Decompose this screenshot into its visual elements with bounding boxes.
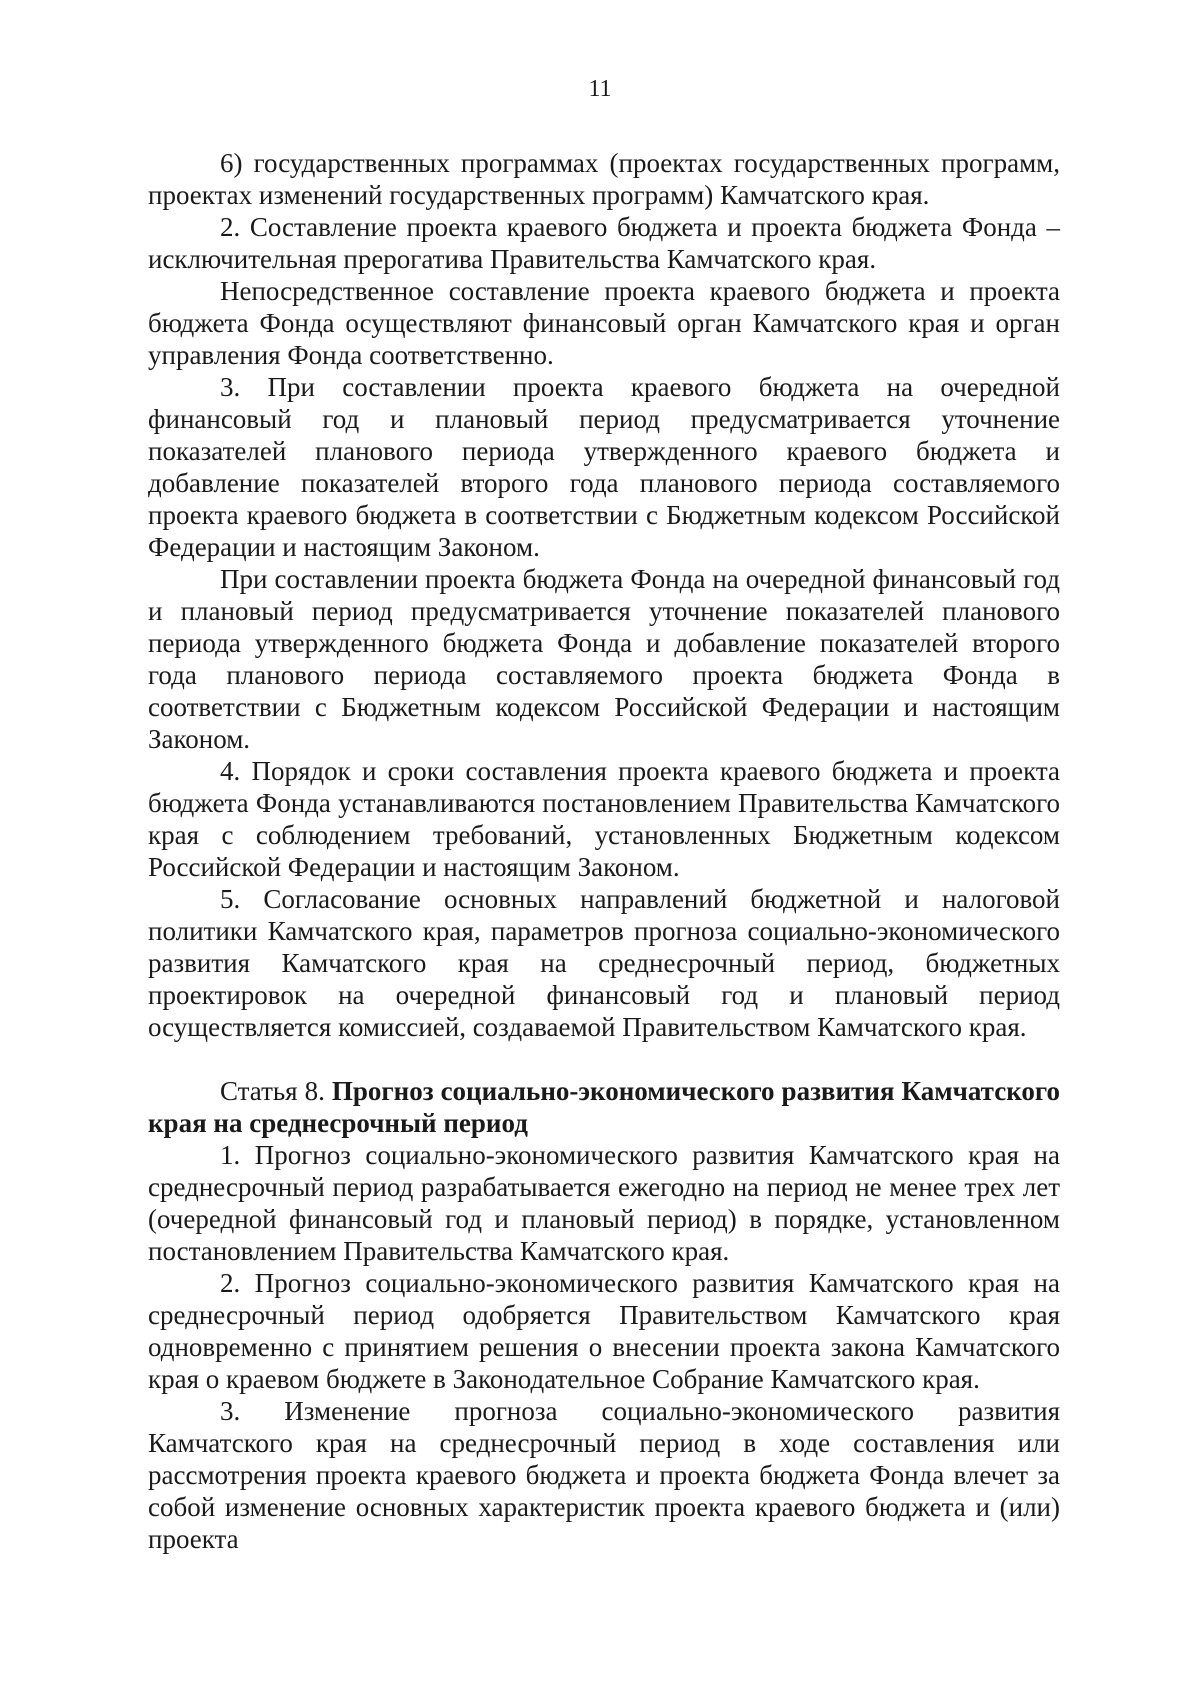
paragraph-article8-section-1: 1. Прогноз социально-экономического развития Камчатского края на среднесрочный период разрабатывается ежегодно на период не менее трех лет (очередной финансовый год и плановый период) в порядке, установленном постановлением Правительства Камчатского края. <box>148 1140 1060 1266</box>
article-label: Статья 8. <box>220 1076 325 1106</box>
paragraph-section-5: 5. Согласование основных направлений бюджетной и налоговой политики Камчатского края, параметров прогноза социально-экономического развития Камчатского края на среднесрочный период, бюджетных проектировок на очередной финансовый год и плановый период осуществляется комиссией, создаваемой Правительством Камчатского края. <box>148 884 1060 1042</box>
article-spacer <box>148 1043 1060 1075</box>
paragraph-article8-section-2: 2. Прогноз социально-экономического развития Камчатского края на среднесрочный период одобряется Правительством Камчатского края одновременно с принятием решения о внесении проекта закона Камчатского края о краевом бюджете в Законодательное Собрание Камчатского края. <box>148 1268 1060 1394</box>
paragraph-article8-section-3: 3. Изменение прогноза социально-экономического развития Камчатского края на среднесрочный период в ходе составления или рассмотрения проекта краевого бюджета и проекта бюджета Фонда влечет за собой изменение основных характеристик проекта краевого бюджета и (или) проекта <box>148 1396 1060 1554</box>
paragraph-section-2: 2. Составление проекта краевого бюджета и проекта бюджета Фонда – исключительная прерогатива Правительства Камчатского края. <box>148 212 1060 274</box>
paragraph-item-6: 6) государственных программах (проектах государственных программ, проектах изменений государственных программ) Камчатского края. <box>148 148 1060 210</box>
paragraph-fund-budget-preparation: При составлении проекта бюджета Фонда на очередной финансовый год и плановый период предусматривается уточнение показателей планового периода утвержденного бюджета Фонда и добавление показателей второго года планового периода составляемого проекта бюджета Фонда в соответствии с Бюджетным кодексом Российской Федерации и настоящим Законом. <box>148 564 1060 754</box>
article-title: Прогноз социально-экономического развития Камчатского края на среднесрочный период <box>148 1076 1060 1138</box>
document-body <box>148 147 1060 1555</box>
paragraph-section-4: 4. Порядок и сроки составления проекта краевого бюджета и проекта бюджета Фонда устанавливаются постановлением Правительства Камчатского края с соблюдением требований, установленных Бюджетным кодексом Российской Федерации и настоящим Законом. <box>148 756 1060 882</box>
paragraph-section-3: 3. При составлении проекта краевого бюджета на очередной финансовый год и плановый период предусматривается уточнение показателей планового периода утвержденного краевого бюджета и добавление показателей второго года планового периода составляемого проекта краевого бюджета в соответствии с Бюджетным кодексом Российской Федерации и настоящим Законом. <box>148 372 1060 562</box>
page-number: 11 <box>588 76 612 102</box>
paragraph-direct-preparation: Непосредственное составление проекта краевого бюджета и проекта бюджета Фонда осуществляют финансовый орган Камчатского края и орган управления Фонда соответственно. <box>148 276 1060 370</box>
article-heading <box>148 1075 1060 1139</box>
